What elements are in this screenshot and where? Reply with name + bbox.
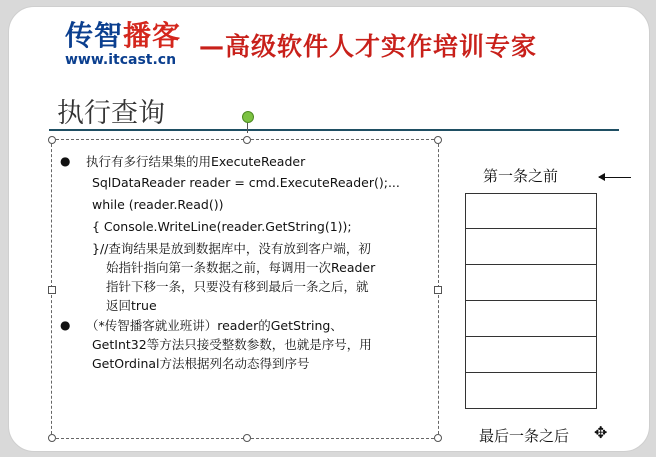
title-underline [49,129,619,131]
record-row [465,265,597,301]
move-cursor-icon: ✥ [594,423,608,442]
resize-handle-top-center[interactable] [243,136,251,144]
record-row [465,229,597,265]
code-line-6: 指针下移一条，只要没有移到最后一条之后，就 [106,279,369,294]
logo-part-2: 播客 [123,19,182,52]
logo-text [65,21,181,51]
bullet-line-4: GetOrdinal方法根据列名动态得到序号 [92,356,310,371]
bullet-marker: ● [60,154,71,168]
record-row [465,193,597,229]
resize-handle-middle-left[interactable] [48,286,56,294]
record-stack [465,193,597,409]
resize-handle-bottom-left[interactable] [48,434,56,442]
rotate-handle-icon[interactable] [242,111,254,123]
record-row [465,373,597,409]
record-row [465,301,597,337]
bullet-line-2: （*传智播客就业班讲）reader的GetString、 [86,318,343,333]
stack-bottom-label: 最后一条之后 [479,427,570,445]
code-line-7: 返回true [106,298,157,313]
left-arrow-icon [599,177,631,178]
logo [65,21,181,68]
resize-handle-bottom-right[interactable] [434,434,442,442]
code-line-5: 始指针指向第一条数据之前，每调用一次Reader [106,260,376,275]
slogan: —高级软件人才实作培训专家 [199,32,538,61]
bullet-marker: ● [60,318,71,332]
code-line-3: { Console.WriteLine(reader.GetString(1)); [92,219,352,234]
bullet-line-3: GetInt32等方法只接受整数参数，也就是序号，用 [92,337,372,352]
stack-top-label: 第一条之前 [483,167,559,185]
resize-handle-bottom-center[interactable] [243,434,251,442]
logo-part-1: 传智 [65,19,124,52]
slide-title[interactable]: 执行查询 [57,98,165,129]
slide-canvas [8,6,650,452]
resize-handle-middle-right[interactable] [434,286,442,294]
code-line-1: SqlDataReader reader = cmd.ExecuteReader();... [92,175,400,190]
bullet-line-1: 执行有多行结果集的用ExecuteReader [86,154,306,169]
logo-url: www.itcast.cn [65,52,177,68]
record-row [465,337,597,373]
selected-text-box[interactable] [51,139,439,439]
code-line-4: }//查询结果是放到数据库中，没有放到客户端，初 [92,241,371,256]
code-line-2: while (reader.Read()) [92,197,224,212]
resize-handle-top-right[interactable] [434,136,442,144]
resize-handle-top-left[interactable] [48,136,56,144]
